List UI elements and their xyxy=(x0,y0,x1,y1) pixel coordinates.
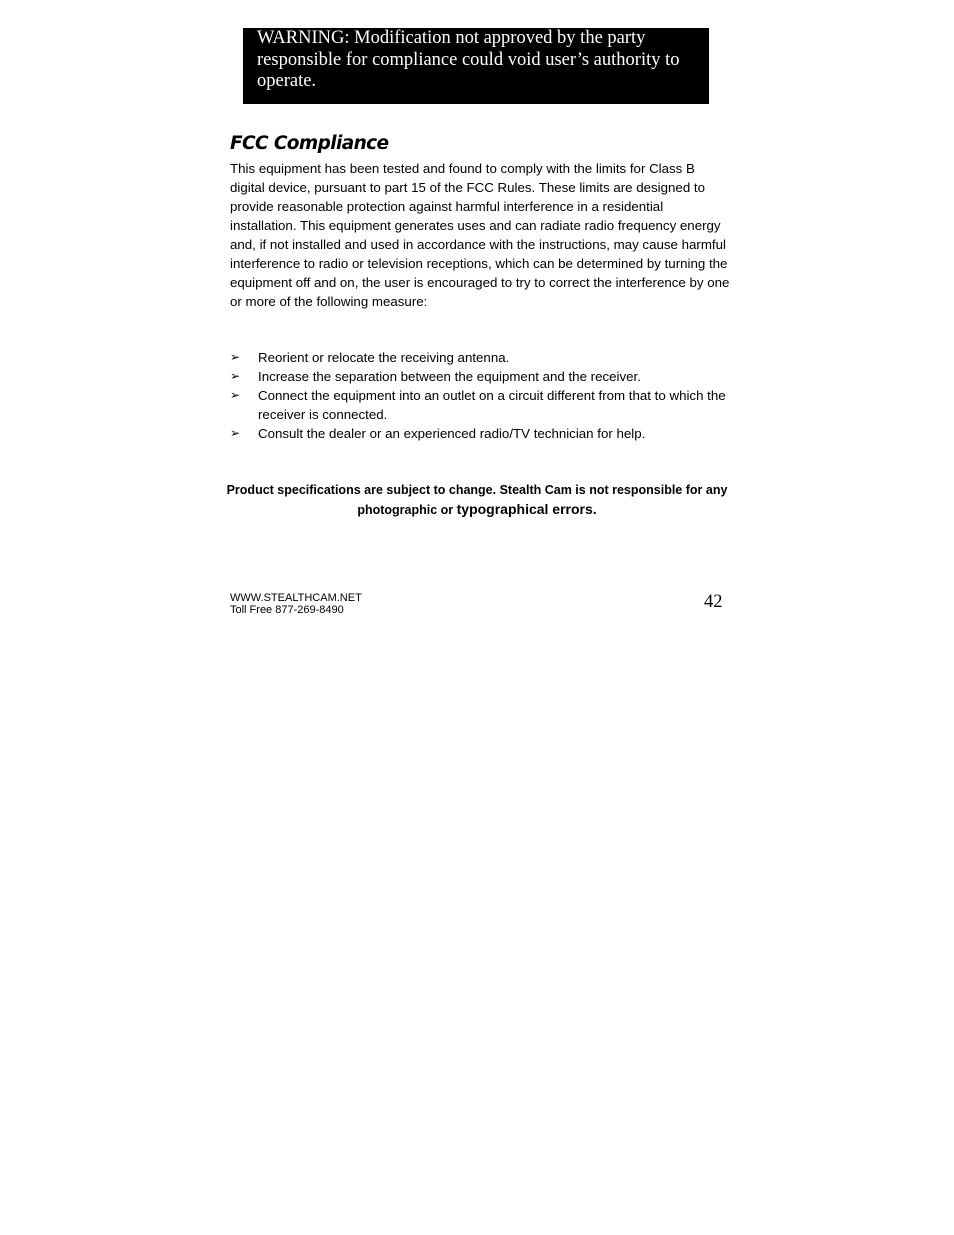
disclaimer-tail: typographical errors. xyxy=(456,501,597,517)
list-item xyxy=(230,348,730,367)
arrow-bullet-icon: ➢ xyxy=(230,426,241,440)
list-item xyxy=(230,386,730,424)
disclaimer-main: Product specifications are subject to change. Stealth Cam is not responsible for any photographic or xyxy=(226,483,728,517)
list-item-text: Increase the separation between the equipment and the receiver. xyxy=(258,369,641,384)
list-item-text: Consult the dealer or an experienced radio/TV technician for help. xyxy=(258,426,646,441)
list-item-text: Connect the equipment into an outlet on a circuit different from that to which the receiver is connected. xyxy=(258,388,726,422)
measures-list xyxy=(230,348,730,443)
page-number: 42 xyxy=(704,592,723,612)
warning-box xyxy=(243,28,709,104)
arrow-bullet-icon: ➢ xyxy=(230,388,241,402)
section-title: FCC Compliance xyxy=(230,133,389,154)
arrow-bullet-icon: ➢ xyxy=(230,369,241,383)
fcc-body-paragraph: This equipment has been tested and found to comply with the limits for Class B digital device, pursuant to part 15 of the FCC Rules. These limits are designed to provide reasonable protection against harmful interference in a residential installation. This equipment generates uses and can radiate radio frequency energy and, if not installed and used in accordance with the instructions, may cause harmful interference to radio or television receptions, which can be determined by turning the equipment off and on, the user is encouraged to try to correct the interference by one or more of the following measure: xyxy=(230,161,730,309)
footer-website: WWW.STEALTHCAM.NET xyxy=(230,592,362,604)
warning-text: WARNING: Modification not approved by the party responsible for compliance could void user’s authority to operate. xyxy=(257,28,680,91)
footer-phone: Toll Free 877-269-8490 xyxy=(230,604,344,616)
list-item-text: Reorient or relocate the receiving antenna. xyxy=(258,350,510,365)
list-item xyxy=(230,424,730,443)
disclaimer xyxy=(222,481,732,520)
list-item xyxy=(230,367,730,386)
arrow-bullet-icon: ➢ xyxy=(230,350,241,364)
